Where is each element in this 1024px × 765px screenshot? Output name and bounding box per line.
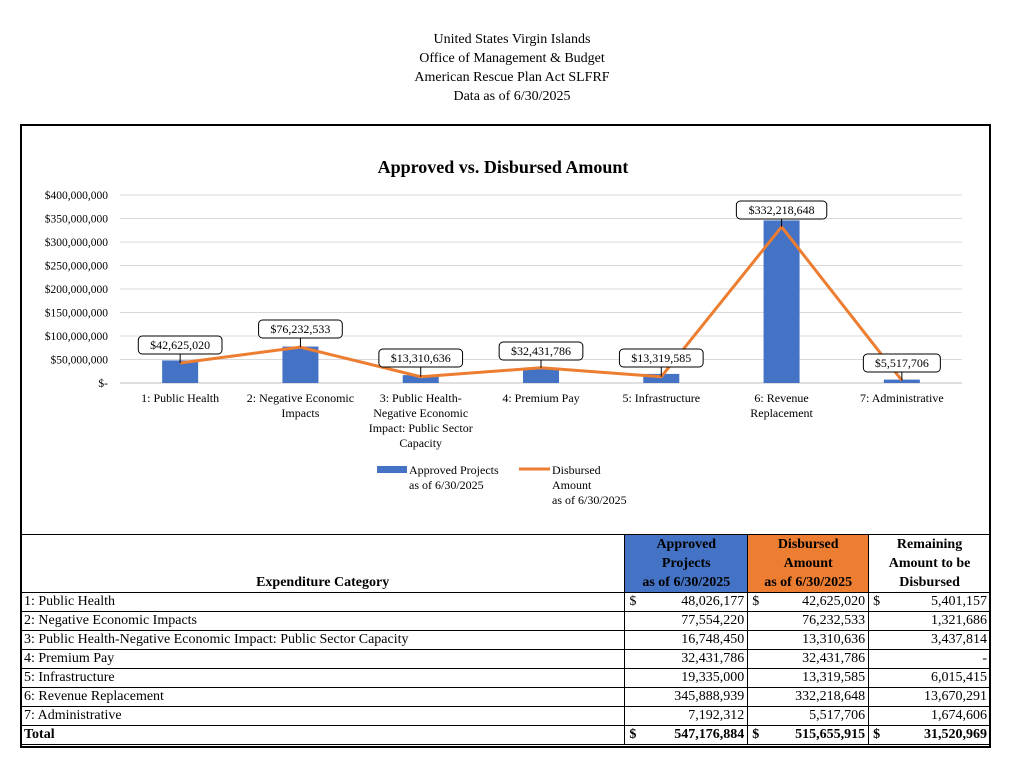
table-row — [21, 631, 991, 650]
row-category: 3: Public Health-Negative Economic Impact: Public Sector Capacity — [21, 631, 625, 650]
row-category: 5: Infrastructure — [21, 669, 625, 688]
row-remaining — [869, 593, 991, 612]
y-tick-label: $150,000,000 — [44, 307, 108, 320]
header-line-3: American Rescue Plan Act SLFRF — [414, 70, 610, 85]
row-approved-value: 19,335,000 — [681, 670, 745, 685]
row-disbursed — [748, 650, 869, 669]
x-category-label: 1: Public Health — [141, 391, 220, 405]
table-header-row — [21, 535, 991, 593]
y-tick-label: $- — [98, 378, 108, 390]
row-disbursed — [748, 631, 869, 650]
total-approved — [625, 726, 748, 745]
header-approved-projects — [625, 535, 748, 593]
table-row — [21, 669, 991, 688]
currency-symbol: $ — [629, 727, 637, 742]
currency-symbol: $ — [752, 594, 760, 609]
row-remaining-value: 5,401,157 — [931, 594, 987, 609]
approved-bar — [282, 347, 318, 383]
row-remaining — [869, 612, 991, 631]
x-category-label: 3: Public Health- — [379, 391, 462, 405]
row-disbursed — [748, 669, 869, 688]
x-category-label: 6: Revenue — [754, 391, 809, 405]
y-tick-label: $300,000,000 — [44, 237, 108, 249]
header-remaining-line-3: Disbursed — [899, 575, 960, 590]
row-remaining — [869, 669, 991, 688]
x-category-label: 7: Administrative — [860, 391, 944, 405]
legend-label-disbursed: Disbursed — [552, 463, 601, 477]
row-disbursed-value: 332,218,648 — [795, 689, 866, 704]
row-disbursed-value: 13,319,585 — [802, 670, 866, 685]
row-disbursed-value: 13,310,636 — [802, 632, 866, 647]
data-label: $5,517,706 — [874, 356, 929, 370]
y-tick-label: $250,000,000 — [44, 260, 108, 273]
row-category: 2: Negative Economic Impacts — [21, 612, 625, 631]
legend-label-approved: Approved Projects — [409, 463, 499, 477]
header-disbursed-amount — [748, 535, 869, 593]
legend-label-disbursed: as of 6/30/2025 — [552, 493, 627, 507]
row-approved — [625, 669, 748, 688]
row-remaining-value: 1,321,686 — [931, 613, 987, 628]
row-category: 4: Premium Pay — [21, 650, 625, 669]
x-category-label: Impact: Public Sector — [368, 421, 473, 435]
row-remaining — [869, 631, 991, 650]
header-line-2: Office of Management & Budget — [419, 51, 605, 66]
row-approved-value: 7,192,312 — [688, 708, 745, 723]
row-remaining — [869, 688, 991, 707]
x-category-label: 4: Premium Pay — [502, 391, 580, 405]
table-row — [21, 593, 991, 612]
table-row — [21, 612, 991, 631]
currency-symbol: $ — [629, 594, 637, 609]
row-remaining-value: 13,670,291 — [924, 689, 987, 704]
table-row — [21, 650, 991, 669]
row-approved — [625, 612, 748, 631]
row-approved-value: 32,431,786 — [681, 651, 745, 666]
currency-symbol: $ — [873, 594, 881, 609]
header-remaining-amount — [869, 535, 991, 593]
legend-swatch-approved — [377, 466, 407, 473]
row-approved-value: 77,554,220 — [681, 613, 745, 628]
y-tick-label: $100,000,000 — [44, 331, 108, 343]
legend-label-approved: as of 6/30/2025 — [409, 478, 484, 492]
row-disbursed-value: 5,517,706 — [809, 708, 866, 723]
x-category-label: Replacement — [750, 406, 813, 420]
header-disbursed-line-3: as of 6/30/2025 — [764, 575, 853, 590]
row-approved — [625, 631, 748, 650]
row-remaining — [869, 650, 991, 669]
currency-symbol: $ — [752, 727, 760, 742]
header-line-4: Data as of 6/30/2025 — [453, 89, 571, 104]
row-disbursed — [748, 688, 869, 707]
table-row — [21, 688, 991, 707]
header-remaining-line-2: Amount to be — [888, 556, 971, 571]
currency-symbol: $ — [873, 727, 881, 742]
row-remaining-value: 1,674,606 — [931, 708, 987, 723]
row-category: 6: Revenue Replacement — [21, 688, 625, 707]
row-approved — [625, 707, 748, 726]
row-category: 1: Public Health — [21, 593, 625, 612]
total-disbursed — [748, 726, 869, 745]
y-tick-label: $350,000,000 — [44, 213, 108, 226]
data-label: $332,218,648 — [748, 203, 815, 217]
x-category-label: Impacts — [281, 406, 320, 420]
data-label: $13,319,585 — [631, 351, 692, 365]
y-tick-label: $50,000,000 — [50, 354, 108, 367]
row-approved — [625, 650, 748, 669]
row-disbursed — [748, 707, 869, 726]
x-category-label: Capacity — [399, 436, 443, 450]
header-disbursed-line-1: Disbursed — [777, 537, 839, 552]
x-category-label: 2: Negative Economic — [246, 391, 355, 405]
y-tick-label: $200,000,000 — [44, 284, 108, 296]
data-label: $76,232,533 — [270, 322, 331, 336]
row-disbursed-value: 32,431,786 — [802, 651, 866, 666]
table-total-row — [21, 726, 991, 745]
row-disbursed-value: 76,232,533 — [802, 613, 866, 628]
x-category-label: Negative Economic — [373, 406, 469, 420]
header-expenditure-category: Expenditure Category — [21, 535, 625, 593]
y-tick-label: $400,000,000 — [44, 190, 108, 202]
x-category-label: 5: Infrastructure — [622, 391, 701, 405]
total-remaining — [869, 726, 991, 745]
row-disbursed — [748, 612, 869, 631]
expenditure-table — [20, 534, 991, 745]
row-remaining-value: 6,015,415 — [931, 670, 987, 685]
header-approved-line-2: Projects — [661, 556, 711, 571]
row-approved — [625, 593, 748, 612]
data-label: $13,310,636 — [390, 351, 451, 365]
data-label: $32,431,786 — [511, 344, 571, 358]
row-category: 7: Administrative — [21, 707, 625, 726]
total-disbursed-value: 515,655,915 — [795, 727, 866, 742]
row-remaining-value: - — [982, 651, 987, 666]
row-remaining — [869, 707, 991, 726]
header-approved-line-1: Approved — [656, 537, 717, 552]
row-approved-value: 345,888,939 — [674, 689, 745, 704]
total-label: Total — [21, 726, 625, 745]
header-approved-line-3: as of 6/30/2025 — [642, 575, 731, 590]
row-approved — [625, 688, 748, 707]
legend-label-disbursed: Amount — [552, 478, 592, 492]
row-remaining-value: 3,437,814 — [931, 632, 987, 647]
row-disbursed — [748, 593, 869, 612]
header-line-1: United States Virgin Islands — [433, 32, 591, 47]
row-approved-value: 16,748,450 — [681, 632, 745, 647]
row-disbursed-value: 42,625,020 — [802, 594, 866, 609]
total-remaining-value: 31,520,969 — [924, 727, 987, 742]
table-row — [21, 707, 991, 726]
header-remaining-line-1: Remaining — [896, 537, 963, 552]
chart-title: Approved vs. Disbursed Amount — [377, 157, 629, 177]
row-approved-value: 48,026,177 — [681, 594, 745, 609]
data-label: $42,625,020 — [150, 338, 211, 352]
header-disbursed-line-2: Amount — [783, 556, 833, 571]
approved-bar — [162, 360, 198, 383]
total-approved-value: 547,176,884 — [674, 727, 745, 742]
